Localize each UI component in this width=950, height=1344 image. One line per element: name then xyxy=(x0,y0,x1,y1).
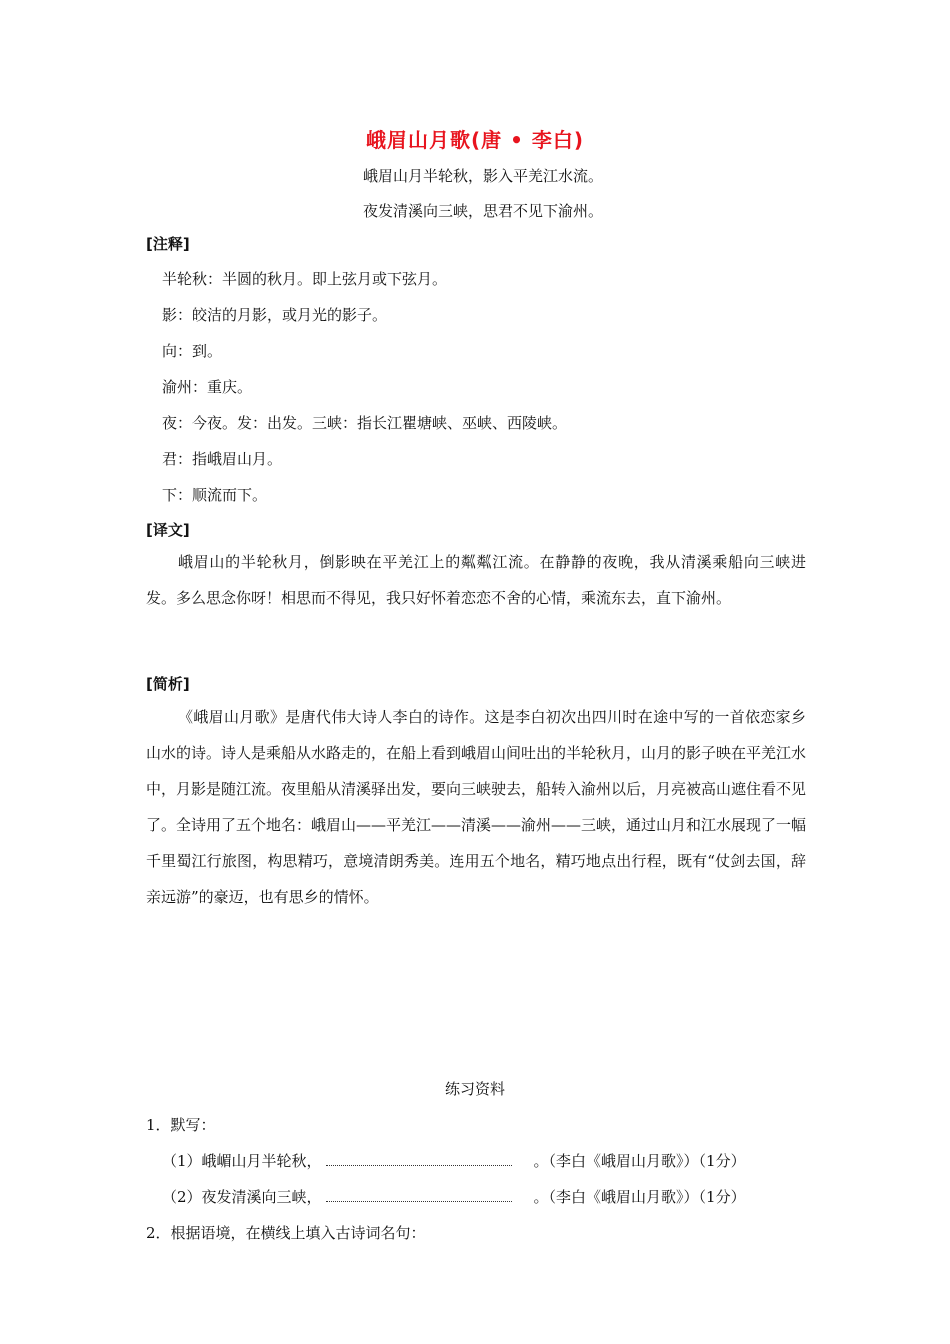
item-prefix: （1）峨嵋山月半轮秋， xyxy=(162,1152,322,1170)
note-item: 君：指峨眉山月。 xyxy=(162,450,283,468)
note-item: 向：到。 xyxy=(162,342,223,360)
analysis-text xyxy=(146,699,806,915)
practice-title: 练习资料 xyxy=(444,1080,505,1098)
note-item: 夜：今夜。发：出发。三峡：指长江瞿塘峡、巫峡、西陵峡。 xyxy=(162,414,568,432)
answer-blank[interactable] xyxy=(326,1151,512,1166)
note-item: 半轮秋：半圆的秋月。即上弦月或下弦月。 xyxy=(162,270,448,288)
note-item: 影：皎洁的月影，或月光的影子。 xyxy=(162,306,388,324)
question-1-item-2 xyxy=(162,1186,746,1207)
poem-line-1: 峨眉山月半轮秋，影入平羌江水流。 xyxy=(362,167,603,185)
poem-line-2: 夜发清溪向三峡，思君不见下渝州。 xyxy=(362,202,603,220)
translation-text xyxy=(146,544,806,616)
analysis-paragraph: 《峨眉山月歌》是唐代伟大诗人李白的诗作。这是李白初次出四川时在途中写的一首依恋家乡山水的诗。诗人是乘船从水路走的，在船上看到峨眉山间吐出的半轮秋月，山月的影子映在平羌江水中，月影是随江流。夜里船从清溪驿出发，要向三峡驶去，船转入渝州以后，月亮被高山遮住看不见了。全诗用了五个地名：峨眉山——平羌江——清溪——渝州——三峡，通过山月和江水展现了一幅千里蜀江行旅图，构思精巧，意境清朗秀美。连用五个地名，精巧地点出行程，既有“仗剑去国，辞亲远游”的豪迈，也有思乡的情怀。 xyxy=(146,708,807,906)
question-1-item-1 xyxy=(162,1150,746,1171)
note-item: 渝州：重庆。 xyxy=(162,378,253,396)
item-suffix: 。（李白《峨眉山月歌》）（1分） xyxy=(533,1152,746,1170)
item-prefix: （2）夜发清溪向三峡， xyxy=(162,1188,322,1206)
analysis-heading: [简析] xyxy=(146,675,190,693)
notes-heading: [注释] xyxy=(146,235,190,253)
poem-title: 峨眉山月歌(唐 • 李白) xyxy=(366,128,584,152)
question-1: 1．默写： xyxy=(146,1116,216,1134)
answer-blank[interactable] xyxy=(326,1187,512,1202)
question-2: 2．根据语境，在横线上填入古诗词名句： xyxy=(146,1224,426,1242)
item-suffix: 。（李白《峨眉山月歌》）（1分） xyxy=(533,1188,746,1206)
translation-heading: [译文] xyxy=(146,521,190,539)
note-item: 下：顺流而下。 xyxy=(162,486,268,504)
translation-paragraph: 峨眉山的半轮秋月，倒影映在平羌江上的粼粼江流。在静静的夜晚，我从清溪乘船向三峡进发。多么思念你呀！相思而不得见，我只好怀着恋恋不舍的心情，乘流东去，直下渝州。 xyxy=(146,553,806,607)
